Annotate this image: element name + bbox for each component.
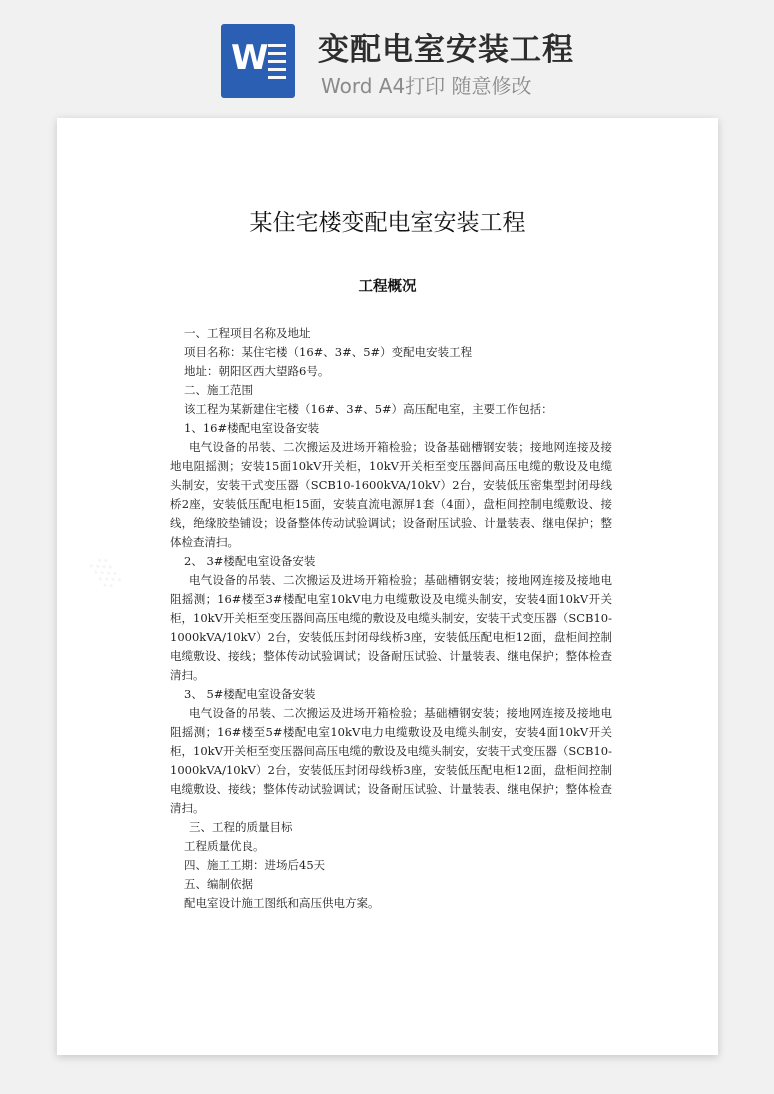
- paragraph: 三、工程的质量目标: [189, 820, 293, 834]
- paragraph: 2、 3#楼配电室设备安装: [184, 554, 316, 568]
- banner-subtitle: Word A4打印 随意修改: [321, 74, 532, 98]
- word-document-icon: [221, 24, 295, 98]
- paragraph: 一、工程项目名称及地址: [184, 326, 311, 340]
- paragraph: 五、编制依据: [184, 877, 253, 891]
- paragraph: 配电室设计施工图纸和高压供电方案。: [184, 896, 380, 910]
- paragraph: 项目名称：某住宅楼（16#、3#、5#）变配电安装工程: [184, 345, 473, 359]
- paragraph: 1、16#楼配电室设备安装: [184, 421, 320, 435]
- paragraph: 工程质量优良。: [184, 839, 265, 853]
- section-heading: 工程概况: [358, 279, 417, 295]
- document-title: 某住宅楼变配电室安装工程: [249, 210, 526, 236]
- paragraph: 电气设备的吊装、二次搬运及进场开箱检验；基础槽钢安装；接地网连接及接地电阻摇测；16#楼至5#楼配电室10kV电力电缆敷设及电缆头制安，安装4面10kV开关柜，10kV开关柜至变压器间高压电缆的敷设及电缆头制安，安装干式变压器（SCB10-1000kVA/10kV）2台，安装低压封闭母线桥3座，安装低压配电柜12面，盘柜间控制电缆敷设、接线；整体传动试验调试；设备耐压试验、计量装表、继电保护；整体检查清扫。: [170, 706, 612, 815]
- paragraph: 电气设备的吊装、二次搬运及进场开箱检验；设备基础槽钢安装；接地网连接及接地电阻摇测；安装15面10kV开关柜，10kV开关柜至变压器间高压电缆的敷设及电缆头制安，安装干式变压器（SCB10-1600kVA/10kV）2台，安装低压密集型封闭母线桥2座，安装低压配电柜15面，安装直流电源屏1套（4面），盘柜间控制电缆敷设、接线，绝缘胶垫铺设；设备整体传动试验调试；设备耐压试验、计量装表、继电保护；整体检查清扫。: [170, 440, 612, 549]
- paragraph: 二、施工范围: [184, 383, 253, 397]
- paragraph: 该工程为某新建住宅楼（16#、3#、5#）高压配电室，主要工作包括：: [184, 402, 553, 416]
- word-icon-lines: [268, 44, 286, 84]
- paragraph: 3、 5#楼配电室设备安装: [184, 687, 316, 701]
- paragraph: 地址：朝阳区西大望路6号。: [184, 364, 330, 378]
- document-body: [170, 324, 612, 913]
- paragraph: 电气设备的吊装、二次搬运及进场开箱检验；基础槽钢安装；接地网连接及接地电阻摇测；16#楼至3#楼配电室10kV电力电缆敷设及电缆头制安，安装4面10kV开关柜，10kV开关柜至变压器间高压电缆的敷设及电缆头制安，安装干式变压器（SCB10-1000kVA/10kV）2台，安装低压封闭母线桥3座，安装低压配电柜12面，盘柜间控制电缆敷设、接线；整体传动试验调试；设备耐压试验、计量装表、继电保护；整体检查清扫。: [170, 573, 612, 682]
- document-page: [57, 118, 718, 1055]
- paragraph: 四、施工工期：进场后45天: [184, 858, 326, 872]
- banner: [0, 0, 774, 110]
- watermark: [90, 555, 124, 591]
- banner-title: 变配电室安装工程: [318, 32, 574, 68]
- word-icon-letter: W: [231, 38, 268, 78]
